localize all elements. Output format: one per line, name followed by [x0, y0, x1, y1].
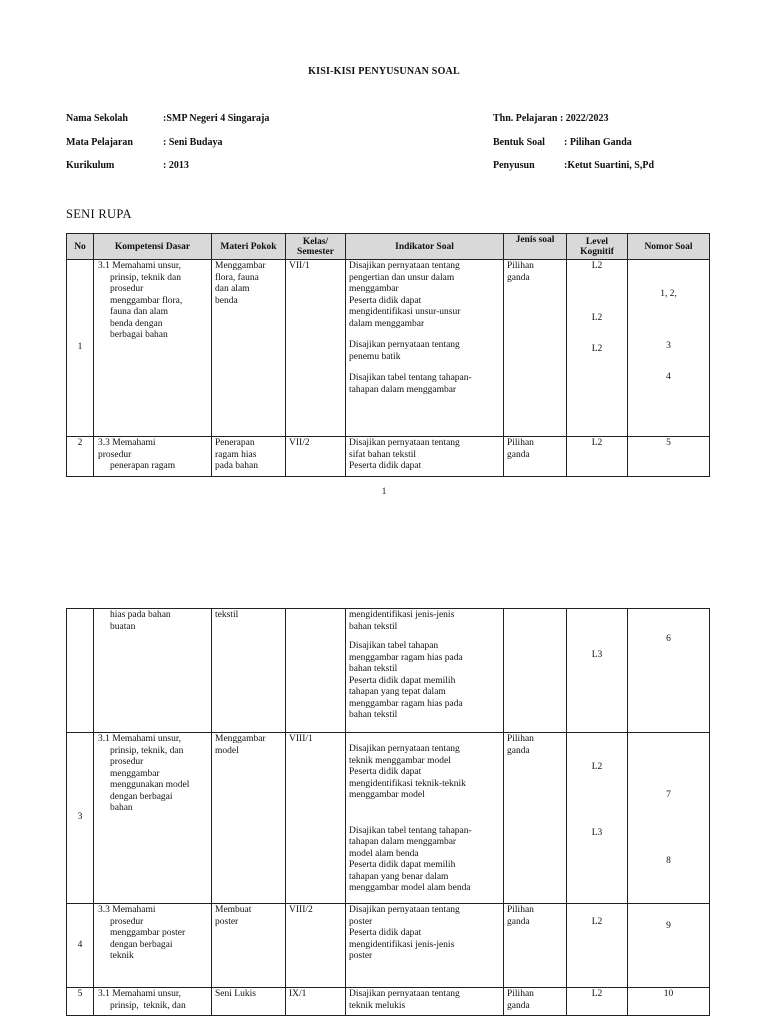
kelas-semester-cell: VIII/1	[286, 733, 346, 904]
level-value: L2	[591, 917, 603, 927]
indikator-line: tahapan dalam menggambar	[349, 837, 457, 847]
jenis-soal-cell	[504, 260, 567, 437]
kd-line: dengan berbagai	[110, 939, 173, 950]
indikator-line: Disajikan pernyataan tentang	[349, 261, 460, 271]
header-indikator-soal: Indikator Soal	[346, 234, 504, 260]
indikator-line: tahapan yang benar dalam	[349, 871, 449, 882]
level-value: L3	[591, 650, 603, 660]
row-number: 4	[67, 904, 94, 988]
indikator-line: Peserta didik dapat memilih	[349, 675, 456, 686]
kd-line: menggunakan model	[110, 780, 190, 790]
kelas-semester-cell: VII/2	[286, 437, 346, 477]
header-kelas-semester: Kelas/ Semester	[286, 234, 346, 260]
materi-line: pada bahan	[215, 461, 258, 471]
indikator-line: mengidentifikasi teknik-teknik	[349, 778, 466, 789]
kd-line: berbagai bahan	[110, 330, 168, 340]
table-row	[67, 609, 710, 733]
kd-line: 3.3 Memahami	[98, 905, 156, 915]
penyusun-value: :Ketut Suartini, S,Pd	[564, 160, 655, 171]
nomor-value: 4	[666, 372, 671, 382]
kompetensi-dasar-cell	[94, 260, 212, 437]
kompetensi-dasar-cell	[94, 437, 212, 477]
indikator-line: bahan tekstil	[349, 664, 398, 674]
table-row	[67, 904, 710, 988]
kd-line: menggambar	[110, 768, 160, 779]
indikator-line: Peserta didik dapat	[349, 767, 422, 777]
level-value: L3	[591, 827, 603, 838]
jenis-line: ganda	[507, 745, 530, 756]
nama-sekolah-value: :SMP Negeri 4 Singaraja	[163, 113, 270, 124]
indikator-line: model alam benda	[349, 848, 419, 859]
materi-line: benda	[215, 295, 238, 306]
kurikulum-value: : 2013	[163, 160, 189, 171]
indikator-line: tahapan dalam menggambar	[349, 384, 457, 395]
jenis-line: Pilihan	[507, 261, 534, 271]
kd-line: menggambar flora,	[110, 295, 183, 306]
level-kognitif-cell: L2	[567, 988, 628, 1016]
nomor-soal-cell: 5	[628, 437, 710, 477]
indikator-line: teknik menggambar model	[349, 755, 451, 766]
kd-line: benda dengan	[110, 318, 163, 329]
kurikulum-label: Kurikulum	[66, 160, 115, 171]
mata-pelajaran-value: : Seni Budaya	[163, 137, 223, 148]
nomor-value: 8	[666, 855, 671, 866]
level-value: L2	[591, 344, 603, 354]
indikator-soal-cell	[346, 609, 504, 733]
materi-pokok-cell	[212, 260, 286, 437]
kompetensi-dasar-cell	[94, 904, 212, 988]
kd-line: bahan	[110, 803, 133, 813]
indikator-line: menggambar model	[349, 790, 425, 800]
materi-line: dan alam	[215, 284, 250, 294]
kelas-semester-cell: VII/1	[286, 260, 346, 437]
header-kompetensi-dasar: Kompetensi Dasar	[94, 234, 212, 260]
indikator-line: Disajikan pernyataan tentang	[349, 905, 460, 915]
nomor-value: 9	[666, 921, 671, 931]
kd-line: prinsip, teknik, dan	[110, 1000, 186, 1011]
materi-line: tekstil	[215, 610, 239, 620]
indikator-line: tahapan yang tepat dalam	[349, 687, 446, 697]
indikator-line: Peserta didik dapat	[349, 461, 422, 471]
indikator-line: mengidentifikasi jenis-jenis	[349, 939, 455, 950]
header-jenis-soal: Jenis soal	[504, 234, 567, 260]
jenis-line: Pilihan	[507, 905, 534, 915]
mata-pelajaran-label: Mata Pelajaran	[66, 137, 133, 148]
level-value: L2	[591, 261, 603, 271]
materi-line: ragam hias	[215, 449, 257, 460]
indikator-soal-cell	[346, 904, 504, 988]
kompetensi-dasar-cell	[94, 988, 212, 1016]
table-row	[67, 437, 710, 477]
materi-pokok-cell	[212, 437, 286, 477]
kd-line: teknik	[110, 951, 134, 961]
kisi-kisi-table-part-2	[66, 608, 710, 1016]
indikator-line: Peserta didik dapat memilih	[349, 860, 456, 870]
table-row	[67, 260, 710, 437]
indikator-line: sifat bahan tekstil	[349, 449, 417, 460]
jenis-soal-cell	[504, 437, 567, 477]
indikator-line: poster	[349, 951, 373, 961]
indikator-line: Disajikan pernyataan tentang	[349, 744, 460, 754]
indikator-line: Disajikan tabel tahapan	[349, 641, 439, 651]
materi-line: Menggambar	[215, 261, 266, 271]
kd-line: prinsip, teknik, dan	[110, 745, 184, 756]
indikator-line: Peserta didik dapat	[349, 295, 422, 306]
level-value: L2	[591, 762, 603, 772]
kd-line: 3.1 Memahami unsur,	[98, 989, 181, 999]
materi-pokok-cell	[212, 733, 286, 904]
indikator-line: Disajikan tabel tentang tahapan-	[349, 373, 472, 383]
kd-line: buatan	[110, 621, 136, 632]
table-row	[67, 733, 710, 904]
kd-line: fauna dan alam	[110, 307, 169, 317]
kompetensi-dasar-cell	[94, 609, 212, 733]
kd-line: prosedur	[110, 757, 144, 767]
indikator-line: poster	[349, 916, 373, 927]
kd-line: dengan berbagai	[110, 791, 173, 802]
nomor-soal-cell	[628, 260, 710, 437]
nomor-soal-cell	[628, 609, 710, 733]
indikator-line: Disajikan tabel tentang tahapan-	[349, 825, 472, 836]
kelas-semester-cell: VIII/2	[286, 904, 346, 988]
level-kognitif-cell	[567, 260, 628, 437]
header-materi-pokok: Materi Pokok	[212, 234, 286, 260]
indikator-soal-cell	[346, 988, 504, 1016]
nomor-value: 1, 2,	[660, 289, 677, 299]
nomor-soal-cell	[628, 904, 710, 988]
materi-line: Seni Lukis	[215, 989, 256, 999]
level-kognitif-cell: L2	[567, 437, 628, 477]
level-value: L2	[591, 312, 603, 323]
materi-line: model	[215, 745, 239, 756]
page-number: 1	[381, 486, 387, 496]
page-2	[0, 512, 768, 1024]
materi-line: Menggambar	[215, 734, 266, 744]
bentuk-soal-value: : Pilihan Ganda	[564, 137, 632, 148]
level-kognitif-cell	[567, 733, 628, 904]
indikator-soal-cell	[346, 437, 504, 477]
row-number: 1	[67, 260, 94, 437]
indikator-line: menggambar ragam hias pada	[349, 652, 463, 663]
jenis-line: Pilihan	[507, 438, 534, 448]
indikator-line: teknik melukis	[349, 1000, 406, 1011]
kd-line: prosedur	[110, 284, 144, 294]
indikator-line: pengertian dan unsur dalam	[349, 272, 455, 283]
kisi-kisi-table-part-1	[66, 233, 710, 477]
indikator-soal-cell	[346, 260, 504, 437]
jenis-line: ganda	[507, 272, 530, 283]
indikator-line: dalam menggambar	[349, 318, 425, 329]
materi-pokok-cell	[212, 988, 286, 1016]
kd-line: prinsip, teknik dan	[110, 272, 181, 283]
indikator-line: mengidentifikasi unsur-unsur	[349, 307, 461, 317]
header-no: No	[67, 234, 94, 260]
materi-pokok-cell	[212, 609, 286, 733]
materi-line: Penerapan	[215, 438, 255, 448]
table-row	[67, 988, 710, 1016]
kd-line: 3.3 Memahami	[98, 438, 156, 448]
indikator-line: Peserta didik dapat	[349, 928, 422, 938]
penyusun-label: Penyusun	[493, 160, 535, 171]
bentuk-soal-label: Bentuk Soal	[493, 137, 545, 148]
header-level-kognitif: Level Kognitif	[567, 234, 628, 260]
level-kognitif-cell	[567, 904, 628, 988]
indikator-line: mengidentifikasi jenis-jenis	[349, 610, 455, 620]
jenis-line: Pilihan	[507, 734, 534, 744]
kd-line: 3.1 Memahami unsur,	[98, 734, 181, 744]
kd-line: 3.1 Memahami unsur,	[98, 261, 181, 271]
jenis-soal-cell	[504, 988, 567, 1016]
kd-line: hias pada bahan	[110, 610, 171, 620]
kompetensi-dasar-cell	[94, 733, 212, 904]
jenis-soal-cell	[504, 904, 567, 988]
indikator-line: bahan tekstil	[349, 710, 398, 720]
section-title: SENI RUPA	[66, 207, 132, 221]
jenis-line: ganda	[507, 449, 530, 460]
indikator-line: penemu batik	[349, 351, 401, 362]
tahun-pelajaran: Thn. Pelajaran : 2022/2023	[493, 113, 609, 124]
materi-pokok-cell	[212, 904, 286, 988]
nomor-soal-cell: 10	[628, 988, 710, 1016]
indikator-line: menggambar	[349, 284, 399, 294]
table-header-row	[67, 234, 710, 260]
indikator-line: menggambar ragam hias pada	[349, 698, 463, 709]
row-number: 5	[67, 988, 94, 1016]
jenis-line: Pilihan	[507, 989, 534, 999]
indikator-line: bahan tekstil	[349, 621, 398, 632]
indikator-line: Disajikan pernyataan tentang	[349, 340, 460, 350]
jenis-line: ganda	[507, 1000, 530, 1011]
kd-line: prosedur	[98, 449, 132, 460]
row-number: 2	[67, 437, 94, 477]
materi-line: poster	[215, 916, 239, 927]
nomor-soal-cell	[628, 733, 710, 904]
materi-line: Membuat	[215, 905, 252, 915]
materi-line: flora, fauna	[215, 272, 259, 283]
indikator-line: menggambar model alam benda	[349, 883, 471, 893]
document-title: KISI-KISI PENYUSUNAN SOAL	[308, 66, 460, 77]
nomor-value: 3	[666, 340, 671, 351]
jenis-line: ganda	[507, 916, 530, 927]
level-kognitif-cell	[567, 609, 628, 733]
kd-line: menggambar poster	[110, 928, 186, 938]
nomor-value: 7	[666, 790, 671, 800]
header-nomor-soal: Nomor Soal	[628, 234, 710, 260]
nama-sekolah-label: Nama Sekolah	[66, 113, 128, 124]
indikator-soal-cell	[346, 733, 504, 904]
kd-line: penerapan ragam	[110, 461, 176, 471]
nomor-value: 6	[666, 634, 671, 644]
row-number: 3	[67, 733, 94, 904]
indikator-line: Disajikan pernyataan tentang	[349, 989, 460, 999]
indikator-line: Disajikan pernyataan tentang	[349, 438, 460, 448]
kd-line: prosedur	[110, 916, 144, 927]
jenis-soal-cell	[504, 733, 567, 904]
kelas-semester-cell: IX/1	[286, 988, 346, 1016]
